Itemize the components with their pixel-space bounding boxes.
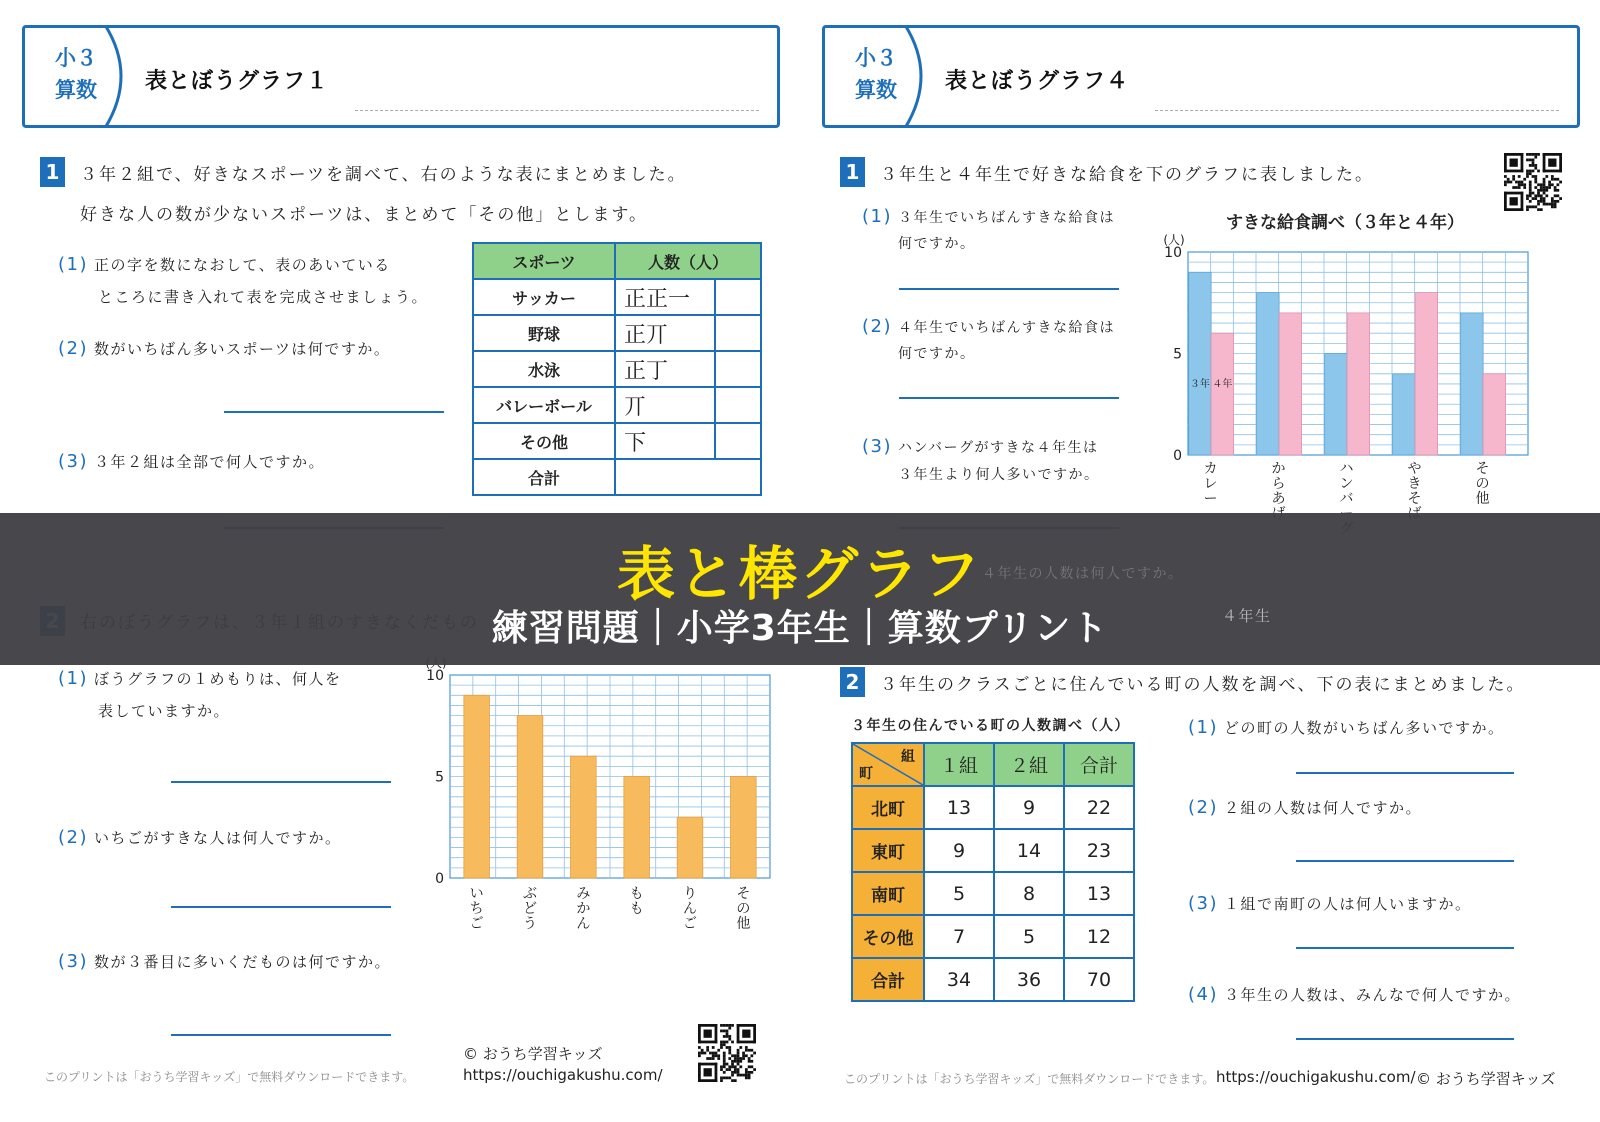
answer-line[interactable] [899,288,1119,290]
table-cell: 22 [1064,786,1134,829]
sub-text: ４年生でいちばんすきな給食は [898,320,1115,336]
bar [1483,374,1505,455]
table-row [852,829,1134,872]
right-header [822,25,1580,128]
table-cell: 13 [924,786,994,829]
row-header: 東町 [852,829,924,872]
answer-line[interactable] [171,1034,391,1036]
bar [1279,313,1301,455]
row-header: その他 [852,915,924,958]
tally-cell: 正正一 [615,279,715,315]
x-tick-label: その他 [736,886,751,932]
sub-number: (3) [58,451,88,472]
series-label: ４年 [1212,379,1233,390]
count-input-cell[interactable] [715,315,761,351]
sub-question [898,461,1100,489]
sub-number: (1) [58,254,88,275]
bar [731,777,757,879]
y-tick-label: 10 [426,668,444,684]
bar [1257,293,1279,455]
column-header: 合計 [1064,743,1134,786]
sub-question-fragment: ４年生の人数は何人ですか。 [982,566,1184,582]
bar [1347,313,1369,455]
corner-top-label: 組 [901,749,915,765]
table-row [473,279,761,315]
sub-question [1188,888,1472,920]
sports-table [472,242,762,496]
sub-text: いちごがすきな人は何人ですか。 [94,829,342,847]
answer-line[interactable] [171,906,391,908]
table-row [473,459,761,495]
table-row [473,351,761,387]
sport-cell: サッカー [473,279,615,315]
bar [517,716,543,878]
sport-cell: その他 [473,423,615,459]
answer-line[interactable] [1296,860,1514,862]
sub-text: ハンバーグがすきな４年生は [898,440,1099,456]
sub-text: ３年生でいちばんすきな給食は [898,210,1115,226]
grade-text: 小３ [55,46,97,70]
table-cell: 9 [924,829,994,872]
x-tick-label: みかん [576,886,591,932]
sport-cell: 合計 [473,459,615,495]
sub-question [1188,792,1422,824]
x-tick-label: ぶどう [523,886,537,932]
table-cell: 13 [1064,872,1134,915]
sub-text: ２組の人数は何人ですか。 [1224,799,1423,817]
x-tick-label: やきそ [1407,461,1422,507]
sub-number: (1) [862,206,892,227]
tally-cell: 正丌 [615,315,715,351]
sub-number: (3) [862,436,892,457]
name-line [1155,110,1559,111]
footer-note: このプリントは「おうち学習キッズ」で無料ダウンロードできます。 [844,1072,1215,1086]
sub-number: (1) [58,668,88,689]
row-header: 南町 [852,872,924,915]
table-row [852,872,1134,915]
sub-number: (2) [58,827,88,848]
sub-number: (3) [1188,893,1218,914]
subject-text: 算数 [855,78,897,102]
table-cell: 34 [924,958,994,1001]
y-unit-label: (人) [1163,233,1185,247]
answer-line[interactable] [899,397,1119,399]
question-number: 2 [840,667,865,697]
table-cell: 5 [994,915,1064,958]
answer-line[interactable] [1296,947,1514,949]
fruit-bar-chart [410,645,780,935]
corner-bottom-label: 町 [859,766,873,782]
sub-question [58,446,325,478]
sub-text: 何ですか。 [898,346,976,362]
sport-cell: バレーボール [473,387,615,423]
sub-text: 何ですか。 [898,236,976,252]
town-table [851,742,1135,1002]
x-tick-label: もも [629,886,644,917]
bar [464,695,490,878]
y-tick-label: 5 [1173,346,1182,363]
row-header: 合計 [852,958,924,1001]
table-row [473,315,761,351]
table-cell: 14 [994,829,1064,872]
y-tick-label: 0 [1173,448,1182,464]
column-header: １組 [924,743,994,786]
footer-url[interactable]: https://ouchigakushu.com/ [1216,1068,1416,1086]
sub-number: (4) [1188,984,1218,1005]
x-tick-label: からあ [1271,461,1286,507]
grade-text: 小３ [855,46,897,70]
y-tick-label: 10 [1164,245,1182,261]
table-cell: 5 [924,872,994,915]
question-number: 1 [840,157,865,187]
banner-subtitle: 練習問題｜小学3年生｜算数プリント [491,608,1109,649]
table-cell: 70 [1064,958,1134,1001]
table-cell: 7 [924,915,994,958]
bar [1393,374,1415,455]
sub-text: ３年生の人数は、みんなで何人ですか。 [1224,986,1522,1004]
question-number: 1 [40,157,65,187]
sub-question [862,433,1099,462]
x-tick-label: いちご [469,886,484,932]
sub-question [862,203,1115,232]
table-row [852,958,1134,1001]
sub-text: ぼうグラフの１めもりは、何人を [94,670,342,688]
sub-question [98,281,428,313]
column-header: ２組 [994,743,1064,786]
footer-copyright: © おうち学習キッズ [1416,1070,1556,1088]
question-text: 好きな人の数が少ないスポーツは、まとめて「その他」とします。 [80,205,648,225]
name-line [355,110,759,111]
table-cell: 9 [994,786,1064,829]
sub-question [898,230,976,258]
sub-question [58,249,391,281]
table-row [852,915,1134,958]
table-cell: 23 [1064,829,1134,872]
bar [1189,272,1211,455]
sub-question [58,946,391,978]
table-cell: 12 [1064,915,1134,958]
sport-cell: 野球 [473,315,615,351]
sub-number: (2) [1188,797,1218,818]
page-title: 表とぼうグラフ１ [145,69,330,94]
bar [624,777,650,879]
sub-text: ３年２組は全部で何人ですか。 [94,453,326,471]
bar [1415,293,1437,455]
x-tick-label: カレー [1203,461,1218,507]
answer-line[interactable] [1296,772,1514,774]
sub-number: (3) [58,951,88,972]
answer-line[interactable] [224,411,444,413]
bar [1211,333,1233,455]
sub-question [1188,979,1521,1011]
x-tick-label: りんご [683,886,697,932]
sub-text: 表していますか。 [98,702,231,720]
table-row [473,423,761,459]
answer-line[interactable] [1296,1038,1514,1040]
sport-cell: 水泳 [473,351,615,387]
lunch-bar-chart [1130,207,1550,542]
answer-label: ４年生 [1222,607,1272,625]
table-row [473,387,761,423]
count-input-cell[interactable] [715,423,761,459]
sub-number: (2) [862,316,892,337]
subject-text: 算数 [55,78,97,102]
footer-url[interactable]: https://ouchigakushu.com/ [463,1066,663,1084]
qr-code-icon [1504,153,1562,211]
sub-number: (1) [1188,717,1218,738]
series-label: ３年 [1189,379,1210,390]
bar [677,817,703,878]
left-header [22,25,780,128]
tally-cell: 下 [615,423,715,459]
question-text: ３年生のクラスごとに住んでいる町の人数を調べ、下の表にまとめました。 [880,675,1526,695]
sub-text: ところに書き入れて表を完成させましょう。 [98,288,429,306]
sub-text: １組で南町の人は何人いますか。 [1224,895,1472,913]
sub-text: ３年生より何人多いですか。 [898,467,1100,483]
page-title: 表とぼうグラフ４ [945,69,1130,94]
sub-text: 数が３番目に多いくだものは何ですか。 [94,953,392,971]
sub-text: 数がいちばん多いスポーツは何ですか。 [94,340,391,358]
sub-question [58,822,342,854]
table-row [852,786,1134,829]
count-input-cell[interactable] [715,387,761,423]
sub-text: 正の字を数になおして、表のあいている [94,256,391,274]
table-cell: 36 [994,958,1064,1001]
bar [1325,354,1347,456]
question-text: ３年生と４年生で好きな給食を下のグラフに表しました。 [880,165,1374,185]
question-text: ３年２組で、好きなスポーツを調べて、右のような表にまとめました。 [80,165,687,185]
table-title: ３年生の住んでいる町の人数調べ（人） [851,718,1130,734]
row-header: 北町 [852,786,924,829]
y-tick-label: 5 [435,769,444,786]
table-header-count: 人数（人） [615,243,761,279]
x-tick-label: ハンバ [1339,461,1354,507]
table-cell: 8 [994,872,1064,915]
sub-question [58,333,390,365]
qr-code-icon [698,1024,756,1082]
sub-question [862,313,1115,342]
footer-note: このプリントは「おうち学習キッズ」で無料ダウンロードできます。 [44,1070,415,1084]
table-header-sport: スポーツ [473,243,615,279]
answer-line[interactable] [171,781,391,783]
sub-question [1188,712,1505,744]
sub-question [98,695,230,727]
sub-question [58,663,342,695]
tally-cell: 正丁 [615,351,715,387]
footer-copyright: © おうち学習キッズ [463,1045,603,1063]
x-tick-label: その他 [1475,461,1490,507]
total-input-cell[interactable] [615,459,761,495]
sub-number: (2) [58,338,88,359]
chart-title: すきな給食調べ（３年と４年） [1226,213,1464,233]
sub-text: どの町の人数がいちばん多いですか。 [1224,719,1505,737]
bar [1461,313,1483,455]
tally-cell: 丌 [615,387,715,423]
table-corner [852,743,924,786]
banner-title: 表と棒グラフ [616,540,983,608]
count-input-cell[interactable] [715,351,761,387]
sub-question [898,340,976,368]
bar [571,756,597,878]
count-input-cell[interactable] [715,279,761,315]
y-tick-label: 0 [435,871,444,887]
